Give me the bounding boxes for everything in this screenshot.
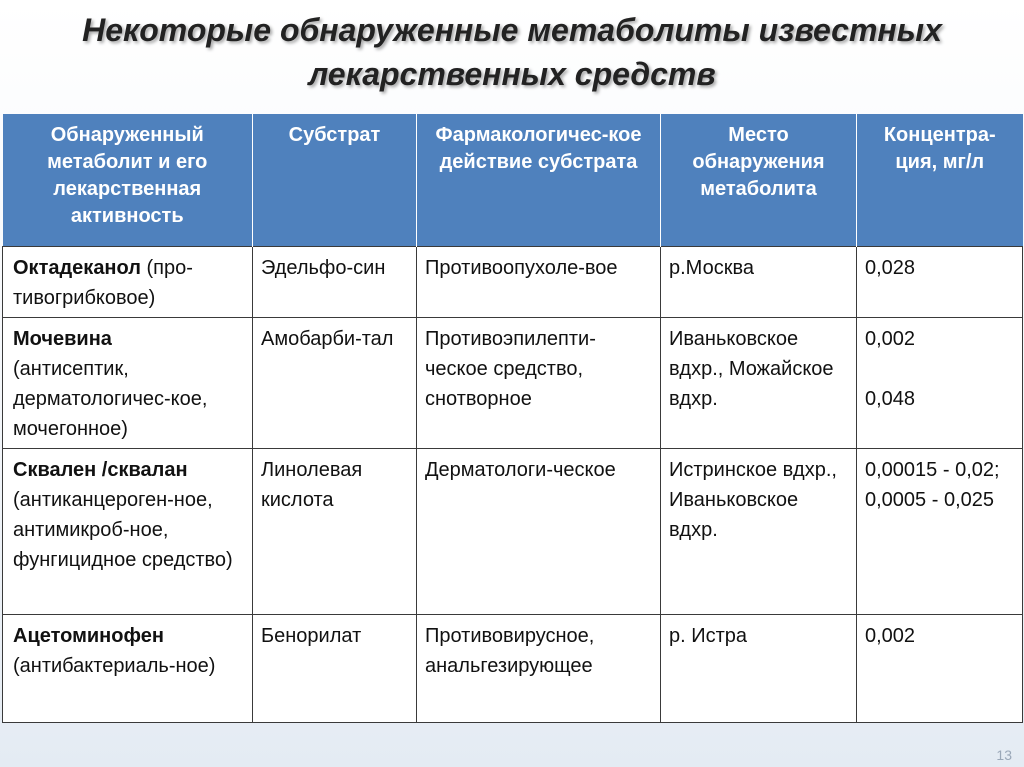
slide-title [0, 8, 1024, 96]
header-substrate: Субстрат [253, 114, 417, 247]
cell-substrate: Эдельфо-син [253, 247, 417, 318]
cell-action: Противоэпилепти-ческое средство, снотворное [417, 318, 661, 449]
metabolite-name: Мочевина [13, 328, 112, 350]
table-row [3, 449, 1023, 615]
cell-substrate: Бенорилат [253, 615, 417, 723]
cell-metabolite [3, 449, 253, 615]
metabolites-table [2, 114, 1023, 723]
concentration-value: 0,002 [865, 625, 916, 647]
cell-concentration [857, 615, 1023, 723]
concentration-value: 0,00015 - 0,02; 0,0005 - 0,025 [865, 459, 1000, 511]
metabolite-activity: (про-тивогрибковое) [13, 257, 193, 309]
header-concentration: Концентра-ция, мг/л [857, 114, 1023, 247]
cell-place: Истринское вдхр., Иваньковское вдхр. [661, 449, 857, 615]
table-row [3, 318, 1023, 449]
table-body [3, 247, 1023, 723]
header-detection-place: Место обнаружения метаболита [661, 114, 857, 247]
cell-concentration [857, 247, 1023, 318]
concentration-value: 0,002 [865, 328, 916, 350]
metabolite-name: Сквален /сквалан [13, 459, 188, 481]
metabolite-activity: (антибактериаль-ное) [13, 655, 216, 677]
cell-place: р. Истра [661, 615, 857, 723]
table-row [3, 615, 1023, 723]
header-pharmacological-action: Фармакологичес-кое действие субстрата [417, 114, 661, 247]
cell-substrate: Амобарби-тал [253, 318, 417, 449]
cell-substrate: Линолевая кислота [253, 449, 417, 615]
concentration-value: 0,048 [865, 388, 916, 410]
cell-action: Дерматологи-ческое [417, 449, 661, 615]
metabolite-activity: (антиканцероген-ное, антимикроб-ное, фунгицидное средство) [13, 489, 233, 571]
cell-place: р.Москва [661, 247, 857, 318]
cell-metabolite [3, 318, 253, 449]
cell-metabolite [3, 247, 253, 318]
slide-title-line-1: Некоторые обнаруженные метаболиты известных [82, 12, 942, 48]
page-number: 13 [996, 747, 1012, 763]
cell-action: Противоопухоле-вое [417, 247, 661, 318]
metabolite-activity: (антисептик, дерматологичес-кое, мочегонное) [13, 358, 208, 440]
cell-concentration [857, 318, 1023, 449]
table-row [3, 247, 1023, 318]
header-row [3, 114, 1023, 247]
concentration-value: 0,028 [865, 257, 916, 279]
cell-concentration [857, 449, 1023, 615]
metabolite-name: Ацетоминофен [13, 625, 164, 647]
cell-place: Иваньковское вдхр., Можайское вдхр. [661, 318, 857, 449]
metabolite-name: Октадеканол [13, 257, 141, 279]
cell-action: Противовирусное, анальгезирующее [417, 615, 661, 723]
table-header [3, 114, 1023, 247]
slide-title-line-2: лекарственных средств [308, 56, 716, 92]
header-metabolite: Обнаруженный метаболит и его лекарственная активность [3, 114, 253, 247]
cell-metabolite [3, 615, 253, 723]
